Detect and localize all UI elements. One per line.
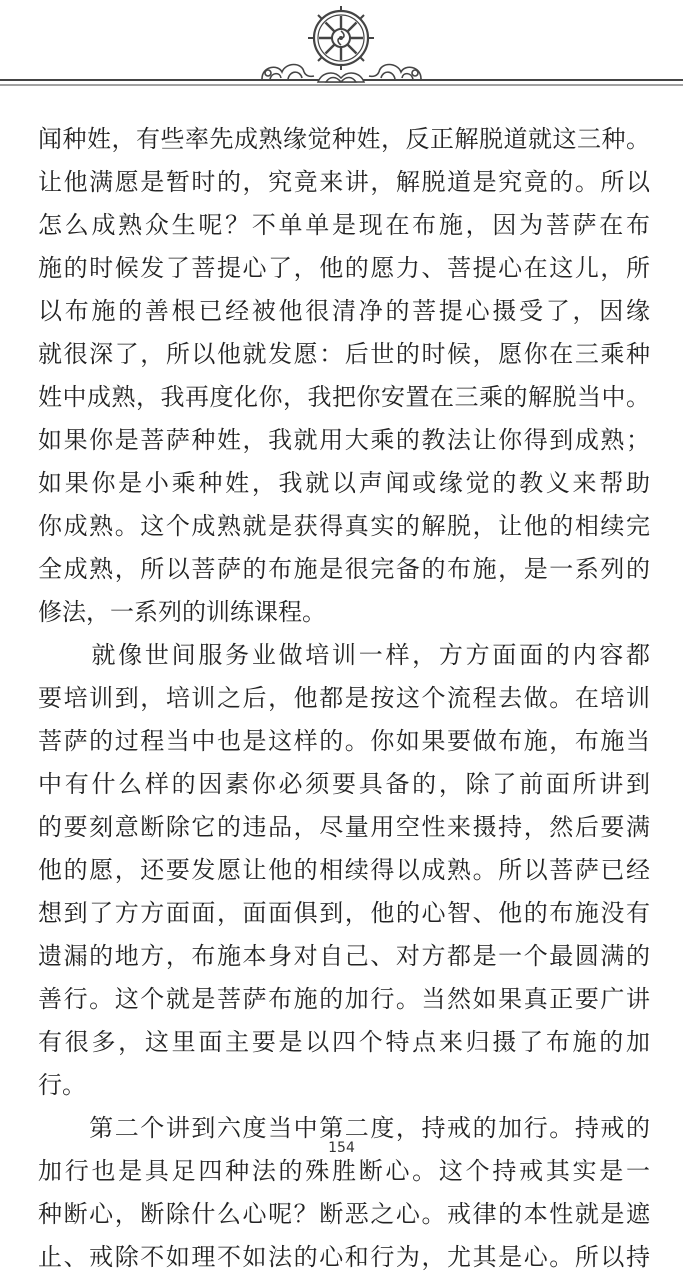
text-line: 有很多，这里面主要是以四个特点来归摄了布施的加 — [38, 1028, 650, 1056]
text-line: 如果你是小乘种姓，我就以声闻或缘觉的教义来帮助 — [38, 469, 650, 497]
text-line: 加行也是具足四种法的殊胜断心。这个持戒其实是一 — [38, 1157, 650, 1185]
text-line: 修法，一系列的训练课程。 — [38, 598, 326, 626]
text-line: 种断心，断除什么心呢？断恶之心。戒律的本性就是遮 — [38, 1200, 650, 1228]
text-line: 就很深了，所以他就发愿：后世的时候，愿你在三乘种 — [38, 340, 650, 368]
text-line: 他的愿，还要发愿让他的相续得以成熟。所以菩萨已经 — [38, 856, 650, 884]
dharma-wheel-icon — [0, 0, 683, 100]
text-line: 遗漏的地方，布施本身对自己、对方都是一个最圆满的 — [38, 942, 650, 970]
text-line: 你成熟。这个成熟就是获得真实的解脱，让他的相续完 — [38, 512, 650, 540]
text-line: 怎么成熟众生呢？不单单是现在布施，因为菩萨在布 — [38, 211, 650, 239]
text-line: 让他满愿是暂时的，究竟来讲，解脱道是究竟的。所以 — [38, 168, 650, 196]
page-number: 154 — [328, 1140, 355, 1156]
text-line: 第二个讲到六度当中第二度，持戒的加行。持戒的 — [38, 1114, 650, 1142]
page-body — [38, 118, 650, 1279]
paragraph-1 — [38, 118, 650, 634]
page-header-ornament — [0, 0, 683, 100]
text-line: 全成熟，所以菩萨的布施是很完备的布施，是一系列的 — [38, 555, 650, 583]
text-line: 姓中成熟，我再度化你，我把你安置在三乘的解脱当中。 — [38, 383, 650, 411]
text-line: 想到了方方面面，面面俱到，他的心智、他的布施没有 — [38, 899, 650, 927]
text-line: 以布施的善根已经被他很清净的菩提心摄受了，因缘 — [38, 297, 650, 325]
text-line: 施的时候发了菩提心了，他的愿力、菩提心在这儿，所 — [38, 254, 650, 282]
paragraph-2 — [38, 634, 650, 1107]
text-line: 的要刻意断除它的违品，尽量用空性来摄持，然后要满 — [38, 813, 650, 841]
text-line: 就像世间服务业做培训一样，方方面面的内容都 — [38, 641, 650, 669]
text-line: 善行。这个就是菩萨布施的加行。当然如果真正要广讲 — [38, 985, 650, 1013]
text-line: 止、戒除不如理不如法的心和行为，尤其是心。所以持 — [38, 1243, 650, 1271]
text-line: 中有什么样的因素你必须要具备的，除了前面所讲到 — [38, 770, 650, 798]
text-line: 要培训到，培训之后，他都是按这个流程去做。在培训 — [38, 684, 650, 712]
text-line: 菩萨的过程当中也是这样的。你如果要做布施，布施当 — [38, 727, 650, 755]
text-line: 闻种姓，有些率先成熟缘觉种姓，反正解脱道就这三种。 — [38, 125, 650, 153]
text-line: 如果你是菩萨种姓，我就用大乘的教法让你得到成熟； — [38, 426, 650, 454]
paragraph-3 — [38, 1107, 650, 1279]
text-line: 行。 — [38, 1071, 86, 1099]
